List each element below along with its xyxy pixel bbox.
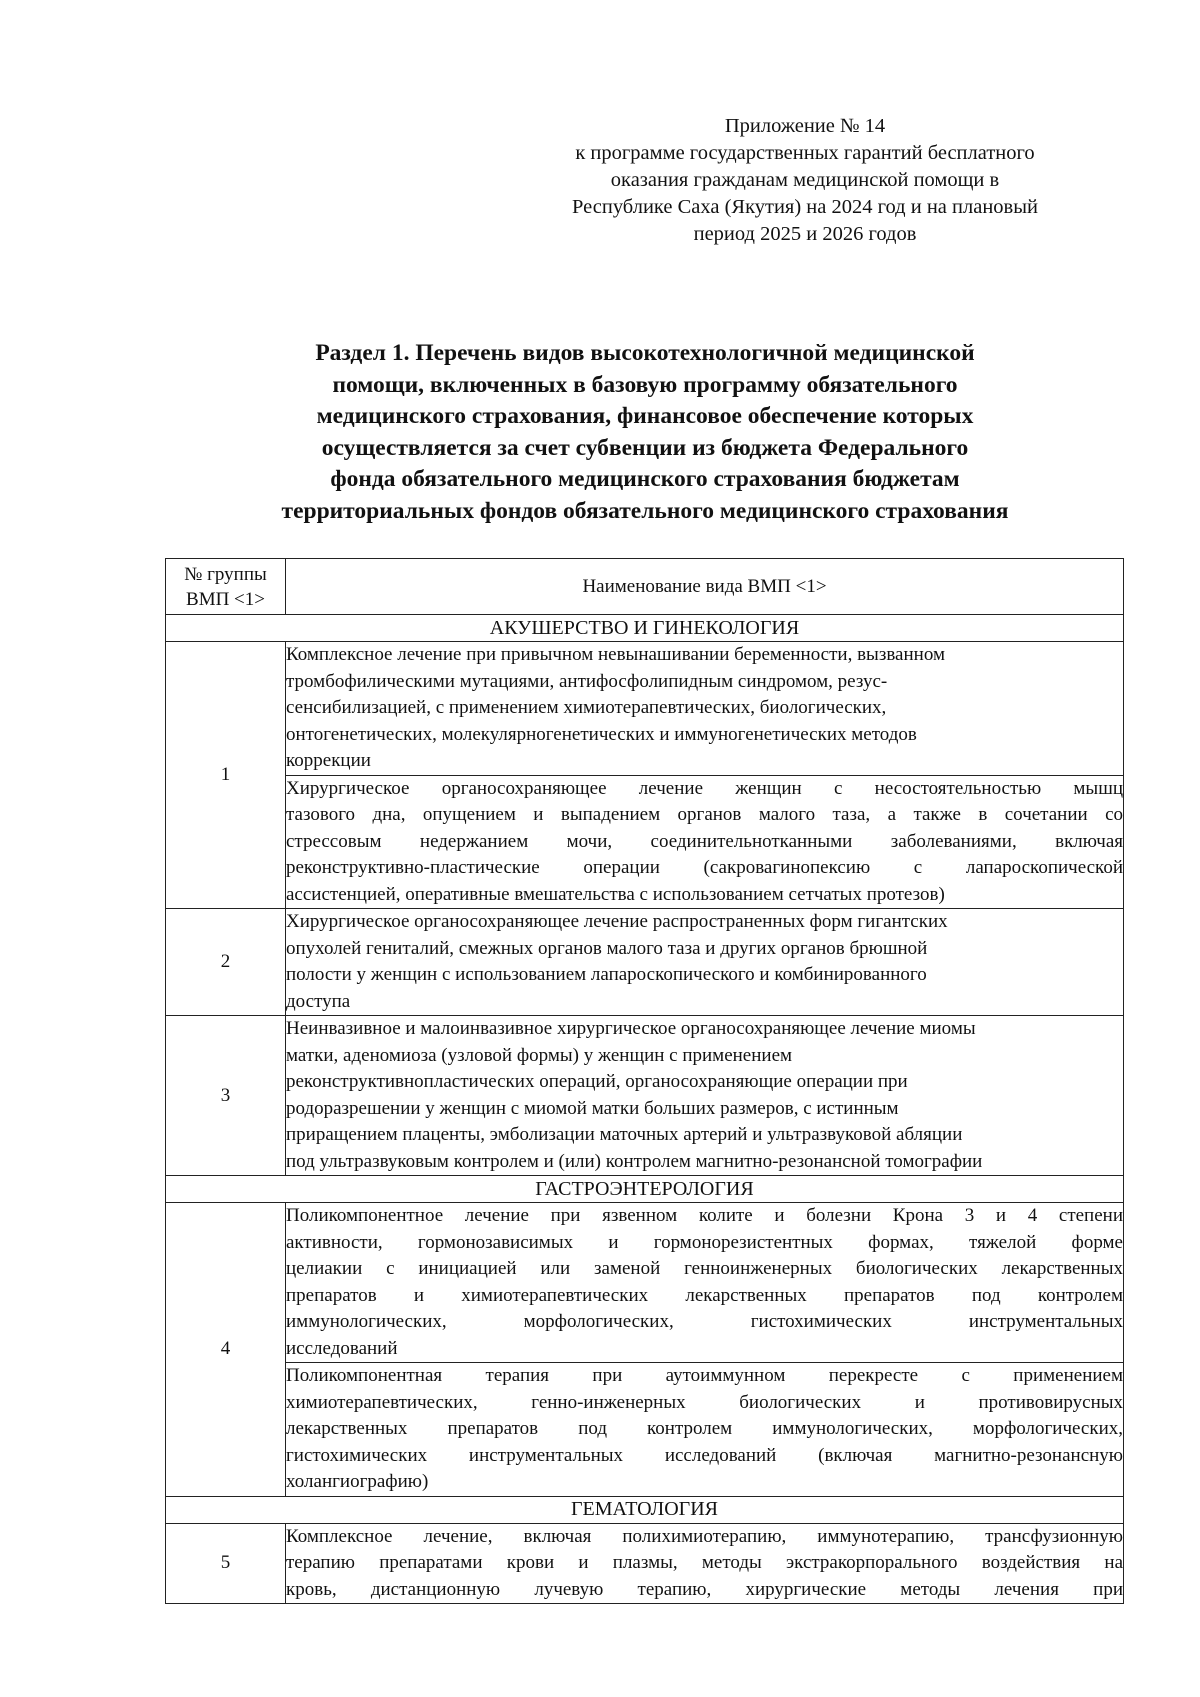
desc-line: тромбофилическими мутациями, антифосфолипидным синдромом, резус- (286, 670, 888, 692)
desc-line: приращением плаценты, эмболизации маточных артерий и ультразвуковой абляции (286, 1124, 963, 1145)
desc-line: под ультразвуковым контролем и (или) контролем магнитно-резонансной томографии (286, 1150, 983, 1172)
group-number: 5 (166, 1523, 286, 1604)
section-row (166, 1176, 1124, 1203)
section-title (165, 338, 1125, 527)
vmp-description (286, 1523, 1124, 1604)
section-heading: АКУШЕРСТВО И ГИНЕКОЛОГИЯ (166, 615, 1124, 642)
vmp-description (286, 1203, 1124, 1363)
desc-line: иммунологических, морфологических, гистохимических инструментальных (286, 1311, 1123, 1332)
desc-line: кровь, дистанционную лучевую терапию, хирургические методы лечения при (286, 1578, 1123, 1600)
appendix-line: период 2025 и 2026 годов (693, 223, 917, 245)
desc-line: тазового дна, опущением и выпадением органов малого таза, а также в сочетании со (286, 804, 1123, 825)
vmp-description (286, 775, 1124, 909)
desc-line: родоразрешении у женщин с миомой матки больших размеров, с истинным (286, 1097, 899, 1119)
appendix-line: Республике Саха (Якутия) на 2024 год и на плановый (572, 196, 1038, 218)
desc-line: исследований (286, 1337, 398, 1359)
title-line: Раздел 1. Перечень видов высокотехнологичной медицинской (315, 340, 975, 366)
group-column-header (166, 559, 286, 615)
desc-line: коррекции (286, 750, 371, 771)
table-row (166, 1523, 1124, 1604)
name-column-header: Наименование вида ВМП <1> (286, 559, 1124, 615)
desc-line: препаратов и химиотерапевтических лекарственных препаратов под контролем (286, 1284, 1123, 1306)
desc-line: целиакии с инициацией или заменой генноинженерных биологических лекарственных (286, 1258, 1123, 1279)
group-number: 1 (166, 642, 286, 909)
table-row (166, 775, 1124, 909)
title-line: фонда обязательного медицинского страхования бюджетам (330, 466, 960, 492)
desc-line: ассистенцией, оперативные вмешательства с использованием сетчатых протезов) (286, 883, 945, 905)
table-row (166, 642, 1124, 776)
desc-line: Комплексное лечение, включая полихимиотерапию, иммунотерапию, трансфузионную (286, 1525, 1123, 1547)
group-number: 3 (166, 1016, 286, 1176)
group-number: 2 (166, 909, 286, 1016)
section-row (166, 1496, 1124, 1523)
group-header-line: № группы (184, 563, 267, 585)
vmp-description (286, 909, 1124, 1016)
section-heading: ГАСТРОЭНТЕРОЛОГИЯ (166, 1176, 1124, 1203)
vmp-description (286, 1363, 1124, 1497)
appendix-line: оказания гражданам медицинской помощи в (610, 169, 1000, 191)
desc-line: реконструктивнопластических операций, органосохраняющие операции при (286, 1071, 908, 1092)
desc-line: сенсибилизацией, с применением химиотерапевтических, биологических, (286, 697, 887, 718)
group-number: 4 (166, 1203, 286, 1497)
table-row (166, 909, 1124, 1016)
appendix-header (520, 113, 1090, 248)
desc-line: Поликомпонентная терапия при аутоиммунном перекресте с применением (286, 1365, 1123, 1386)
desc-line: терапию препаратами крови и плазмы, методы экстракорпорального воздействия на (286, 1552, 1123, 1573)
appendix-line: к программе государственных гарантий бесплатного (575, 142, 1035, 164)
section-row (166, 615, 1124, 642)
desc-line: Хирургическое органосохраняющее лечение распространенных форм гигантских (286, 911, 948, 932)
section-heading: ГЕМАТОЛОГИЯ (166, 1496, 1124, 1523)
table-row (166, 1016, 1124, 1176)
desc-line: активности, гормонозависимых и гормонорезистентных формах, тяжелой форме (286, 1231, 1123, 1253)
desc-line: лекарственных препаратов под контролем иммунологических, морфологических, (286, 1418, 1123, 1439)
title-line: медицинского страхования, финансовое обеспечение которых (316, 403, 974, 429)
desc-line: химиотерапевтических, генно-инженерных биологических и противовирусных (286, 1391, 1123, 1413)
desc-line: Хирургическое органосохраняющее лечение женщин с несостоятельностью мышц (286, 777, 1123, 799)
table-row (166, 1363, 1124, 1497)
table-row (166, 1203, 1124, 1363)
desc-line: гистохимических инструментальных исследований (включая магнитно-резонансную (286, 1444, 1123, 1466)
desc-line: онтогенетических, молекулярногенетических и иммуногенетических методов (286, 723, 917, 745)
desc-line: Комплексное лечение при привычном невынашивании беременности, вызванном (286, 644, 945, 665)
desc-line: Неинвазивное и малоинвазивное хирургическое органосохраняющее лечение миомы (286, 1018, 976, 1039)
vmp-description (286, 1016, 1124, 1176)
desc-line: доступа (286, 990, 351, 1012)
desc-line: опухолей гениталий, смежных органов малого таза и других органов брюшной (286, 937, 928, 959)
desc-line: стрессовым недержанием мочи, соединительнотканными заболеваниями, включая (286, 830, 1123, 852)
desc-line: холангиографию) (286, 1471, 429, 1492)
vmp-table (165, 558, 1124, 1604)
desc-line: Поликомпонентное лечение при язвенном колите и болезни Крона 3 и 4 степени (286, 1205, 1123, 1226)
vmp-description (286, 642, 1124, 776)
desc-line: реконструктивно-пластические операции (сакровагинопексию с лапароскопической (286, 857, 1123, 878)
desc-line: полости у женщин с использованием лапароскопического и комбинированного (286, 964, 927, 985)
table-header-row (166, 559, 1124, 615)
appendix-line: Приложение № 14 (724, 115, 886, 137)
title-line: территориальных фондов обязательного медицинского страхования (281, 497, 1009, 524)
group-header-line: ВМП <1> (186, 588, 265, 610)
title-line: осуществляется за счет субвенции из бюджета Федерального (321, 434, 969, 461)
title-line: помощи, включенных в базовую программу обязательного (332, 371, 958, 398)
desc-line: матки, аденомиоза (узловой формы) у женщин с применением (286, 1044, 793, 1066)
